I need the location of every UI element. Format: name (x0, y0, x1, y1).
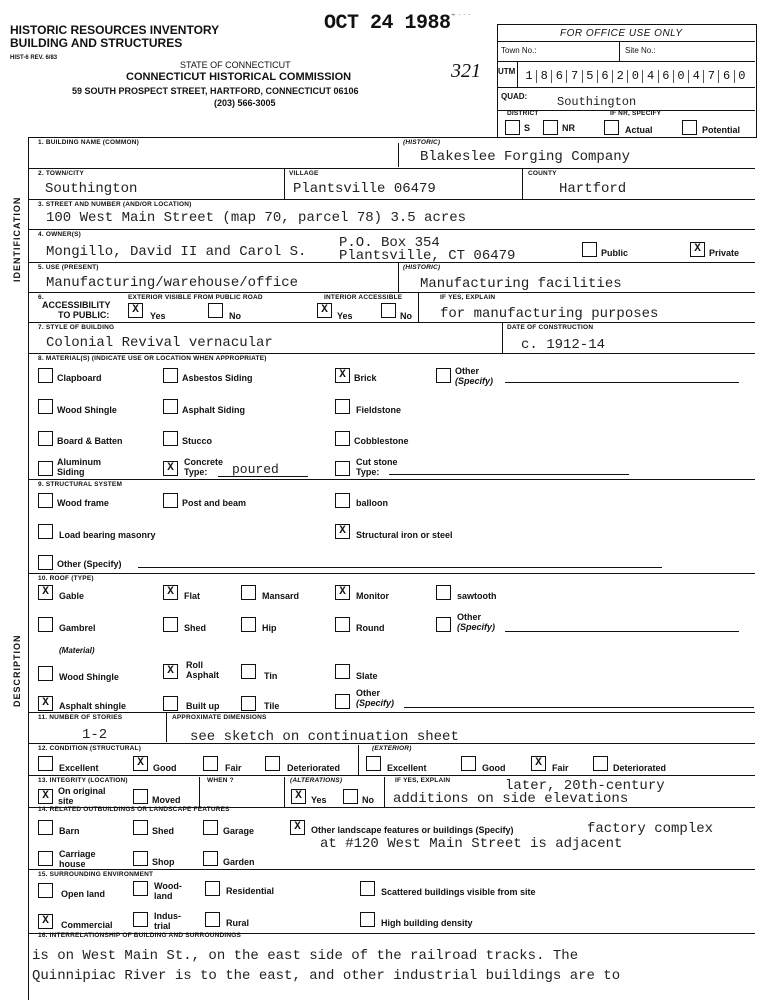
county-value[interactable]: Hartford (559, 181, 627, 197)
industrial-trial-label: trial (154, 921, 171, 931)
moved-checkbox[interactable] (133, 789, 148, 804)
aluminum-checkbox[interactable] (38, 461, 53, 476)
fieldstone-checkbox[interactable] (335, 399, 350, 414)
utm-digit: 0 (628, 70, 643, 83)
alterations-no-checkbox[interactable] (343, 789, 358, 804)
owner-address-line1[interactable]: P.O. Box 354 (339, 235, 440, 251)
interrelationship-label: 16. INTERRELATIONSHIP OF BUILDING AND SURROUNDINGS (38, 932, 242, 939)
asphalt-siding-checkbox[interactable] (163, 399, 178, 414)
landscape-other-value-line2[interactable]: at #120 West Main Street is adjacent (320, 836, 623, 852)
utm-digit: 7 (704, 70, 719, 83)
alterations-yes-checkbox[interactable]: X (291, 789, 306, 804)
interior-yes-label: Yes (337, 311, 353, 321)
open-land-label: Open land (61, 889, 106, 899)
concrete-checkbox[interactable]: X (163, 461, 178, 476)
roof-other-checkbox[interactable] (436, 617, 451, 632)
district-nr-label: NR (562, 123, 575, 133)
structural-other-checkbox[interactable] (38, 555, 53, 570)
aluminum-siding-label: Siding (57, 467, 85, 477)
use-label: 5. USE (PRESENT) (38, 264, 99, 271)
gable-checkbox[interactable]: X (38, 585, 53, 600)
inventory-number: 321 (451, 60, 481, 82)
stucco-label: Stucco (182, 436, 213, 446)
roof-material-other-checkbox[interactable] (335, 694, 350, 709)
stories-label: 11. NUMBER OF STORIES (38, 714, 123, 721)
rural-checkbox[interactable] (205, 912, 220, 927)
roof-label: 10. ROOF (TYPE) (38, 575, 94, 582)
clapboard-label: Clapboard (57, 373, 102, 383)
utm-digit: 6 (659, 70, 674, 83)
roof-material-label: (Material) (59, 646, 95, 655)
material-other-checkbox[interactable] (436, 368, 451, 383)
exterior-yes-label: Yes (150, 311, 166, 321)
gambrel-label: Gambrel (59, 623, 96, 633)
dimensions-label: APPROXIMATE DIMENSIONS (172, 714, 267, 721)
roof-other-label: Other (457, 612, 482, 622)
flat-checkbox[interactable]: X (163, 585, 178, 600)
integrity-label: 13. INTEGRITY (LOCATION) (38, 777, 128, 784)
carriage-house-checkbox[interactable] (38, 851, 53, 866)
interior-no-label: No (400, 311, 412, 321)
cobblestone-checkbox[interactable] (335, 431, 350, 446)
stucco-checkbox[interactable] (163, 431, 178, 446)
private-label: Private (709, 248, 740, 258)
street-value[interactable]: 100 West Main Street (map 70, parcel 78) 3.5 acres (46, 210, 467, 226)
asbestos-checkbox[interactable] (163, 368, 178, 383)
utm-label: UTM (498, 67, 516, 76)
office-title: FOR OFFICE USE ONLY (560, 28, 683, 39)
slate-label: Slate (356, 671, 378, 681)
town-value[interactable]: Southington (45, 181, 138, 197)
style-label: 7. STYLE OF BUILDING (38, 324, 115, 331)
monitor-checkbox[interactable]: X (335, 585, 350, 600)
struct-deteriorated-checkbox[interactable] (265, 756, 280, 771)
use-historic-label: (HISTORIC) (403, 264, 441, 271)
site-no-label: Site No.: (625, 46, 656, 55)
residential-label: Residential (226, 886, 275, 896)
pencil-scribble: ⌁ · · · (451, 10, 471, 19)
owner-value[interactable]: Mongillo, David II and Carol S. (46, 244, 307, 260)
district-s-checkbox[interactable] (505, 120, 520, 135)
fieldstone-label: Fieldstone (356, 405, 402, 415)
sawtooth-checkbox[interactable] (436, 585, 451, 600)
asbestos-label: Asbestos Siding (182, 373, 253, 383)
asphalt-shingle-checkbox[interactable]: X (38, 696, 53, 711)
roof-material-other-label: Other (356, 688, 381, 698)
alterations-yes-label: Yes (311, 795, 327, 805)
roof-wood-shingle-label: Wood Shingle (59, 672, 119, 682)
exterior-no-label: No (229, 311, 241, 321)
cut-stone-checkbox[interactable] (335, 461, 350, 476)
style-value[interactable]: Colonial Revival vernacular (46, 335, 273, 351)
interrelationship-line2[interactable]: Quinnipiac River is to the east, and other industrial buildings are to (32, 968, 621, 984)
asphalt-shingle-label: Asphalt shingle (59, 701, 127, 711)
gable-label: Gable (59, 591, 85, 601)
board-batten-label: Board & Batten (57, 436, 123, 446)
actual-checkbox[interactable] (604, 120, 619, 135)
shed-roof-checkbox[interactable] (163, 617, 178, 632)
private-checkbox[interactable]: X (690, 242, 705, 257)
cobblestone-label: Cobblestone (354, 436, 409, 446)
commercial-label: Commercial (61, 920, 113, 930)
structural-other-label: Other (Specify) (57, 559, 122, 569)
nr-specify-label: IF NR, SPECIFY (610, 110, 662, 117)
potential-checkbox[interactable] (682, 120, 697, 135)
woodland-label: Wood- (154, 881, 182, 891)
brick-label: Brick (354, 373, 377, 383)
accessibility-explain-value[interactable]: for manufacturing purposes (440, 306, 659, 322)
accessibility-label-2: TO PUBLIC: (58, 310, 110, 320)
utm-digit: 0 (674, 70, 689, 83)
exterior-no-checkbox[interactable] (208, 303, 223, 318)
outbuildings-label: 14. RELATED OUTBUILDINGS OR LANDSCAPE FEATURES (38, 806, 230, 813)
landscape-other-value-line1[interactable]: factory complex (587, 821, 714, 837)
built-up-label: Built up (186, 701, 220, 711)
gambrel-checkbox[interactable] (38, 617, 53, 632)
struct-excellent-checkbox[interactable] (38, 756, 53, 771)
actual-label: Actual (625, 125, 653, 135)
rural-label: Rural (226, 918, 250, 928)
interrelationship-line1[interactable]: is on West Main St., on the east side of the railroad tracks. The (32, 948, 579, 964)
commission-address: 59 SOUTH PROSPECT STREET, HARTFORD, CONNECTICUT 06106 (72, 86, 359, 96)
ext-deteriorated-label: Deteriorated (613, 763, 667, 773)
material-other-label: Other (455, 366, 480, 376)
shop-checkbox[interactable] (133, 851, 148, 866)
utm-digit: 0 (738, 69, 746, 83)
tile-checkbox[interactable] (241, 696, 256, 711)
high-density-label: High building density (381, 918, 473, 928)
construction-date-value[interactable]: c. 1912-14 (521, 337, 606, 353)
roll-asphalt-label: Asphalt (186, 670, 220, 680)
utm-digit: 6 (552, 70, 567, 83)
when-label: WHEN ? (207, 777, 234, 784)
roof-material-specify-label: (Specify) (356, 698, 395, 708)
hip-label: Hip (262, 623, 277, 633)
integrity-explain-line1[interactable]: later, 20th-century (505, 778, 665, 794)
flat-label: Flat (184, 591, 201, 601)
utm-digit: 5 (583, 70, 598, 83)
wood-frame-checkbox[interactable] (38, 493, 53, 508)
on-original-site-label: site (58, 796, 74, 806)
building-name-label: 1. BUILDING NAME (COMMON) (38, 139, 140, 146)
shed-label: Shed (152, 826, 175, 836)
struct-good-checkbox[interactable]: X (133, 756, 148, 771)
ext-excellent-label: Excellent (387, 763, 427, 773)
balloon-label: balloon (356, 498, 388, 508)
utm-digit: 4 (689, 70, 704, 83)
cut-stone-type-label: Type: (356, 467, 380, 477)
hip-checkbox[interactable] (241, 617, 256, 632)
building-historic-name[interactable]: Blakeslee Forging Company (420, 149, 631, 165)
sawtooth-label: sawtooth (457, 591, 497, 601)
struct-fair-checkbox[interactable] (203, 756, 218, 771)
form-code: HIST-6 REV. 6/83 (10, 55, 58, 61)
potential-label: Potential (702, 125, 741, 135)
aluminum-label: Aluminum (57, 457, 101, 467)
ext-deteriorated-checkbox[interactable] (593, 756, 608, 771)
utm-digit: 6 (720, 70, 735, 83)
public-checkbox[interactable] (582, 242, 597, 257)
ext-good-checkbox[interactable] (461, 756, 476, 771)
utm-digit: 6 (598, 70, 613, 83)
woodland-land-label: land (154, 891, 173, 901)
asphalt-siding-label: Asphalt Siding (182, 405, 245, 415)
monitor-label: Monitor (356, 591, 389, 601)
interior-no-checkbox[interactable] (381, 303, 396, 318)
interior-accessible-label: INTERIOR ACCESSIBLE (324, 294, 403, 301)
round-label: Round (356, 623, 385, 633)
iron-steel-checkbox[interactable]: X (335, 524, 350, 539)
public-label: Public (601, 248, 629, 258)
carriage-label: Carriage (59, 849, 96, 859)
interior-yes-checkbox[interactable]: X (317, 303, 332, 318)
town-label: 2. TOWN/CITY (38, 170, 84, 177)
stories-value[interactable]: 1-2 (82, 727, 108, 743)
description-sidebar-label: DESCRIPTION (12, 634, 22, 707)
district-nr-checkbox[interactable] (543, 120, 558, 135)
roof-specify-label: (Specify) (457, 622, 496, 632)
wood-shingle-checkbox[interactable] (38, 399, 53, 414)
concrete-type-value[interactable]: poured (232, 462, 279, 477)
struct-excellent-label: Excellent (59, 763, 99, 773)
shed-checkbox[interactable] (133, 820, 148, 835)
construction-date-label: DATE OF CONSTRUCTION (507, 324, 594, 331)
roll-label: Roll (186, 660, 203, 670)
utm-digit: 2 (613, 70, 628, 83)
county-label: COUNTY (528, 170, 557, 177)
street-label: 3. STREET AND NUMBER (AND/OR LOCATION) (38, 201, 192, 208)
industrial-label: Indus- (154, 911, 181, 921)
alterations-no-label: No (362, 795, 374, 805)
scattered-buildings-label: Scattered buildings visible from site (381, 887, 536, 897)
owner-address-line2[interactable]: Plantsville, CT 06479 (339, 248, 516, 264)
cut-stone-label: Cut stone (356, 457, 398, 467)
on-original-label: On original (58, 786, 106, 796)
concrete-label: Concrete (184, 457, 224, 467)
use-historic-value[interactable]: Manufacturing facilities (420, 276, 622, 292)
material-specify-label: (Specify) (455, 376, 494, 386)
shed-roof-label: Shed (184, 623, 207, 633)
clapboard-checkbox[interactable] (38, 368, 53, 383)
struct-fair-label: Fair (225, 763, 242, 773)
concrete-type-label: Type: (184, 467, 208, 477)
carriage-house-label: house (59, 859, 86, 869)
residential-checkbox[interactable] (205, 881, 220, 896)
owner-label: 4. OWNER(S) (38, 231, 82, 238)
condition-exterior-label: (EXTERIOR) (372, 745, 412, 752)
built-up-checkbox[interactable] (163, 696, 178, 711)
on-original-site-checkbox[interactable]: X (38, 789, 53, 804)
identification-sidebar-label: IDENTIFICATION (12, 196, 22, 282)
garage-label: Garage (223, 826, 255, 836)
district-s-label: S (524, 123, 531, 133)
utm-digit: 7 (568, 70, 583, 83)
struct-good-label: Good (153, 763, 177, 773)
state-label: STATE OF CONNECTICUT (180, 60, 291, 70)
village-label: VILLAGE (289, 170, 319, 177)
accessibility-label-1: ACCESSIBILITY (42, 300, 111, 310)
utm-digit: 1 (522, 70, 537, 83)
commercial-checkbox[interactable]: X (38, 914, 53, 929)
wood-shingle-label: Wood Shingle (57, 405, 117, 415)
industrial-checkbox[interactable] (133, 912, 148, 927)
ext-fair-label: Fair (552, 763, 569, 773)
shop-label: Shop (152, 857, 175, 867)
building-historic-label: (HISTORIC) (403, 139, 441, 146)
roll-asphalt-checkbox[interactable]: X (163, 664, 178, 679)
accessibility-explain-label: IF YES, EXPLAIN (440, 294, 496, 301)
brick-checkbox[interactable]: X (335, 368, 350, 383)
commission-name: CONNECTICUT HISTORICAL COMMISSION (126, 71, 352, 83)
town-no-label: Town No.: (501, 46, 537, 55)
ext-good-label: Good (482, 763, 506, 773)
post-beam-label: Post and beam (182, 498, 247, 508)
round-checkbox[interactable] (335, 617, 350, 632)
garden-label: Garden (223, 857, 255, 867)
post-beam-checkbox[interactable] (163, 493, 178, 508)
woodland-checkbox[interactable] (133, 881, 148, 896)
barn-checkbox[interactable] (38, 820, 53, 835)
integrity-explain-label: IF YES, EXPLAIN (395, 777, 451, 784)
utm-digit: 4 (644, 70, 659, 83)
exterior-yes-checkbox[interactable]: X (128, 303, 143, 318)
struct-deteriorated-label: Deteriorated (287, 763, 341, 773)
quad-label: QUAD: (501, 92, 528, 101)
condition-label: 12. CONDITION (STRUCTURAL) (38, 745, 142, 752)
landscape-other-label: Other landscape features or buildings (Specify) (311, 825, 514, 835)
wood-frame-label: Wood frame (57, 498, 109, 508)
environment-label: 15. SURROUNDING ENVIRONMENT (38, 871, 154, 878)
roof-wood-shingle-checkbox[interactable] (38, 666, 53, 681)
slate-checkbox[interactable] (335, 664, 350, 679)
use-value[interactable]: Manufacturing/warehouse/office (46, 275, 299, 291)
accessibility-number: 6. (38, 294, 44, 301)
quad-value: Southington (557, 95, 637, 109)
district-label: DISTRICT (507, 110, 539, 117)
commission-phone: (203) 566-3005 (214, 98, 276, 108)
open-land-checkbox[interactable] (38, 883, 53, 898)
dimensions-value[interactable]: see sketch on continuation sheet (190, 729, 459, 745)
iron-steel-label: Structural iron or steel (356, 530, 453, 540)
tile-label: Tile (264, 701, 280, 711)
tin-checkbox[interactable] (241, 664, 256, 679)
form-subtitle: BUILDING AND STRUCTURES (10, 36, 183, 50)
alterations-label: (ALTERATIONS) (290, 777, 343, 784)
ext-excellent-checkbox[interactable] (366, 756, 381, 771)
landscape-other-checkbox[interactable]: X (290, 820, 305, 835)
garage-checkbox[interactable] (203, 820, 218, 835)
barn-label: Barn (59, 826, 80, 836)
load-bearing-checkbox[interactable] (38, 524, 53, 539)
exterior-visible-label: EXTERIOR VISIBLE FROM PUBLIC ROAD (128, 294, 263, 301)
tin-label: Tin (264, 671, 278, 681)
form-title: HISTORIC RESOURCES INVENTORY (10, 23, 220, 37)
balloon-checkbox[interactable] (335, 493, 350, 508)
scattered-buildings-checkbox[interactable] (360, 881, 375, 896)
ext-fair-checkbox[interactable]: X (531, 756, 546, 771)
high-density-checkbox[interactable] (360, 912, 375, 927)
structural-label: 9. STRUCTURAL SYSTEM (38, 481, 123, 488)
moved-label: Moved (152, 795, 181, 805)
utm-digit: 8 (537, 70, 552, 83)
mansard-checkbox[interactable] (241, 585, 256, 600)
mansard-label: Mansard (262, 591, 300, 601)
village-value[interactable]: Plantsville 06479 (293, 181, 436, 197)
integrity-explain-line2[interactable]: additions on side elevations (393, 791, 629, 807)
date-stamp: OCT 24 1988 (324, 12, 451, 35)
load-bearing-label: Load bearing masonry (59, 530, 156, 540)
materials-label: 8. MATERIAL(S) (INDICATE USE OR LOCATION WHEN APPROPRIATE) (38, 355, 267, 362)
board-batten-checkbox[interactable] (38, 431, 53, 446)
garden-checkbox[interactable] (203, 851, 218, 866)
